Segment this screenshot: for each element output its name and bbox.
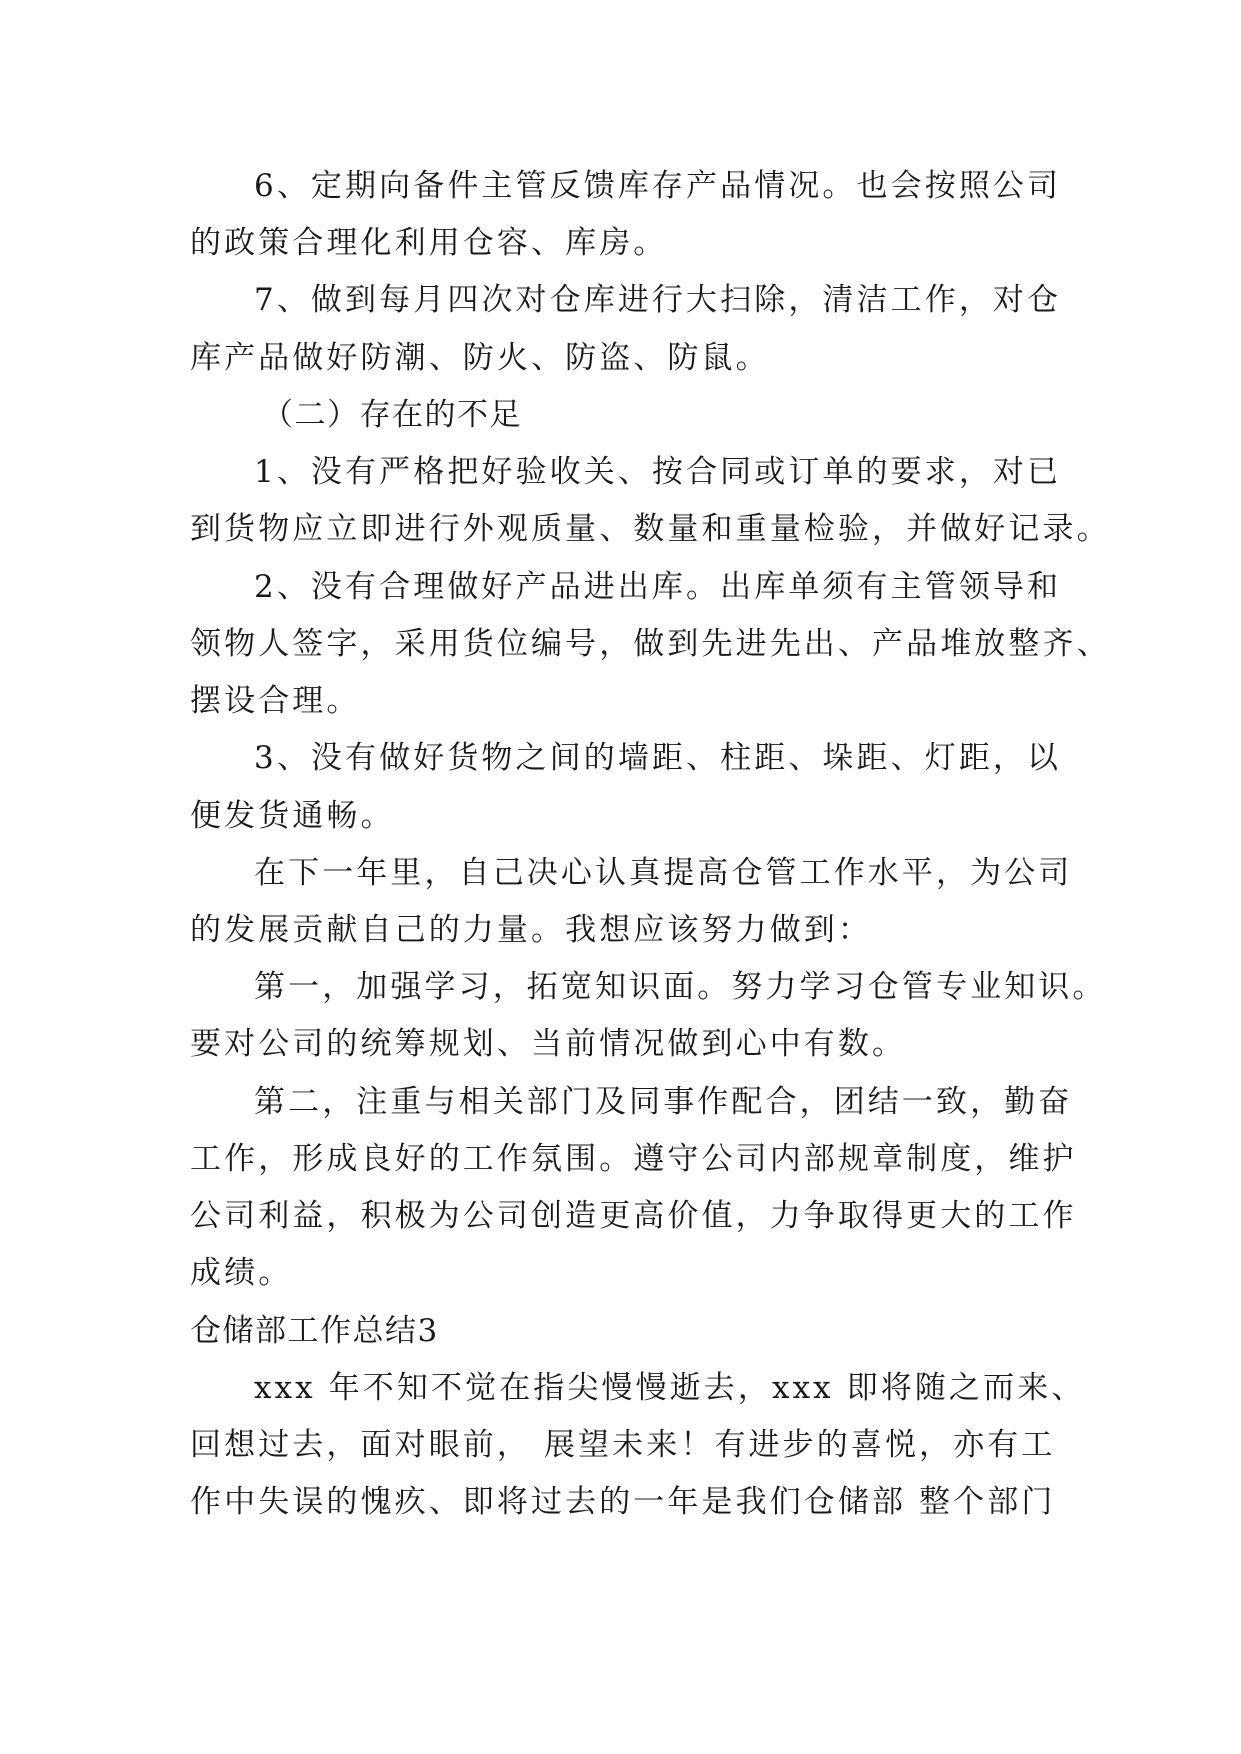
text-line: 6、定期向备件主管反馈库存产品情况。也会按照公司 (254, 168, 1062, 204)
text-line: 的发展贡献自己的力量。我想应该努力做到： (190, 912, 872, 948)
text-line: 3、没有做好货物之间的墙距、柱距、垛距、灯距，以 (254, 740, 1062, 776)
text-line: 2、没有合理做好产品进出库。出库单须有主管领导和 (254, 569, 1062, 605)
text-line: 7、做到每月四次对仓库进行大扫除，清洁工作，对仓 (254, 282, 1062, 318)
text-line: 到货物应立即进行外观质量、数量和重量检验，并做好记录。 (190, 511, 1111, 547)
text-line: 第二，注重与相关部门及同事作配合，团结一致，勤奋 (254, 1084, 1073, 1120)
text-line: xxx 年不知不觉在指尖慢慢逝去，xxx 即将随之而来、 (254, 1370, 1086, 1406)
section-heading: （二）存在的不足 (262, 397, 522, 433)
text-line: 领物人签字，采用货位编号，做到先进先出、产品堆放整齐、 (190, 626, 1111, 662)
text-line: 成绩。 (190, 1255, 293, 1291)
text-line: 工作，形成良好的工作氛围。遵守公司内部规章制度，维护 (190, 1141, 1077, 1177)
text-line: 便发货通畅。 (190, 798, 395, 834)
document-title: 仓储部工作总结3 (190, 1313, 439, 1349)
text-line: 第一，加强学习，拓宽知识面。努力学习仓管专业知识。 (254, 969, 1107, 1005)
text-line: 作中失误的愧疚、即将过去的一年是我们仓储部 整个部门 (190, 1484, 1056, 1520)
text-line: 在下一年里，自己决心认真提高仓管工作水平，为公司 (254, 855, 1073, 891)
text-line: 摆设合理。 (190, 683, 361, 719)
text-line: 的政策合理化利用仓容、库房。 (190, 225, 668, 261)
text-line: 公司利益，积极为公司创造更高价值，力争取得更大的工作 (190, 1198, 1077, 1234)
text-line: 要对公司的统筹规划、当前情况做到心中有数。 (190, 1026, 907, 1062)
text-line: 1、没有严格把好验收关、按合同或订单的要求，对已 (254, 454, 1062, 490)
text-line: 库产品做好防潮、防火、防盗、防鼠。 (190, 340, 770, 376)
text-line: 回想过去，面对眼前， 展望未来！有进步的喜悦，亦有工 (190, 1427, 1056, 1463)
